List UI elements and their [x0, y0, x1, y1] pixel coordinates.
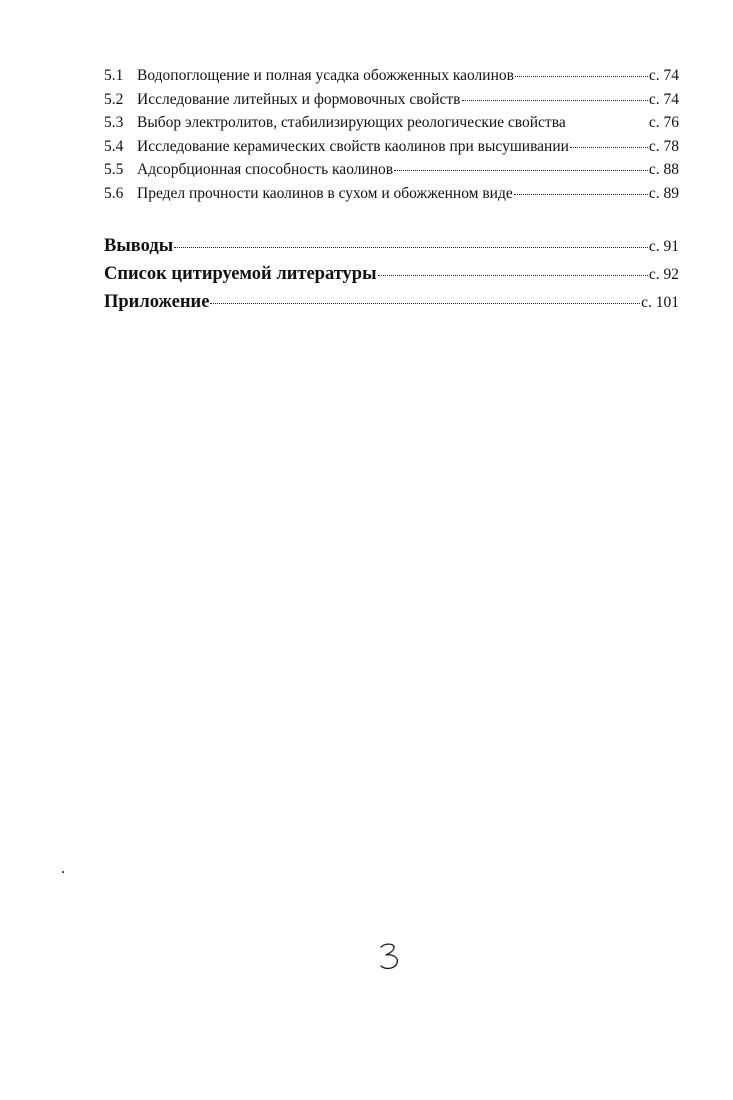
toc-entry-number: 5.3: [104, 114, 124, 132]
toc-entry-number: 5.6: [104, 184, 124, 202]
toc-entry: [104, 135, 679, 159]
toc-dot-leader: [378, 275, 648, 276]
toc-dot-leader: [567, 123, 648, 124]
toc-entry-number: 5.1: [104, 67, 124, 84]
toc-entry-title: Предел прочности каолинов в сухом и обожженном виде: [137, 184, 513, 202]
toc-dot-leader: [174, 247, 648, 248]
toc-entry: [104, 64, 679, 88]
toc-entry-number: 5.5: [104, 161, 124, 179]
toc-main-entry-page: с. 91: [648, 238, 679, 255]
toc-dot-leader: [570, 147, 648, 148]
toc-entry-number: 5.2: [104, 90, 124, 108]
toc-entry-page: с. 74: [648, 67, 679, 84]
toc-entry-page: с. 89: [648, 184, 679, 202]
toc-main-entry: [104, 288, 679, 316]
toc-entry-title: Исследование литейных и формовочных свойств: [137, 90, 461, 108]
handwritten-page-number: [378, 942, 402, 972]
toc-entry: [104, 88, 679, 112]
toc-main-entry-title: Приложение: [104, 292, 210, 312]
toc-dot-leader: [210, 303, 640, 304]
toc-entry: [104, 158, 679, 182]
toc-dot-leader: [514, 194, 648, 195]
toc-entry-page: с. 74: [648, 90, 679, 108]
toc-main-entry: [104, 260, 679, 288]
toc-entry-title: Адсорбционная способность каолинов: [137, 161, 394, 179]
toc-dot-leader: [394, 170, 648, 171]
scan-speck: [62, 871, 64, 873]
toc-main-section-list: [104, 232, 679, 316]
toc-main-entry-title: Выводы: [104, 236, 174, 256]
toc-entry: [104, 182, 679, 206]
toc-entry-number: 5.4: [104, 137, 124, 155]
toc-entry-page: с. 78: [648, 137, 679, 155]
toc-entry-title: Выбор электролитов, стабилизирующих реологические свойства: [137, 114, 566, 132]
toc-entry-page: с. 76: [648, 114, 679, 132]
toc-entry-title: Исследование керамических свойств каолинов при высушивании: [137, 137, 569, 155]
toc-entry: [104, 111, 679, 135]
toc-main-entry-page: с. 101: [641, 294, 679, 311]
toc-main-entry-title: Список цитируемой литературы: [104, 264, 377, 284]
toc-subsection-list: [104, 64, 679, 206]
toc-dot-leader: [515, 76, 648, 77]
toc-entry-title: Водопоглощение и полная усадка обожженных каолинов: [137, 67, 514, 84]
handwritten-three-glyph: [378, 942, 402, 972]
toc-main-entry-page: с. 92: [648, 266, 679, 283]
toc-entry-page: с. 88: [648, 161, 679, 179]
toc-main-entry: [104, 232, 679, 260]
toc-dot-leader: [462, 100, 648, 101]
